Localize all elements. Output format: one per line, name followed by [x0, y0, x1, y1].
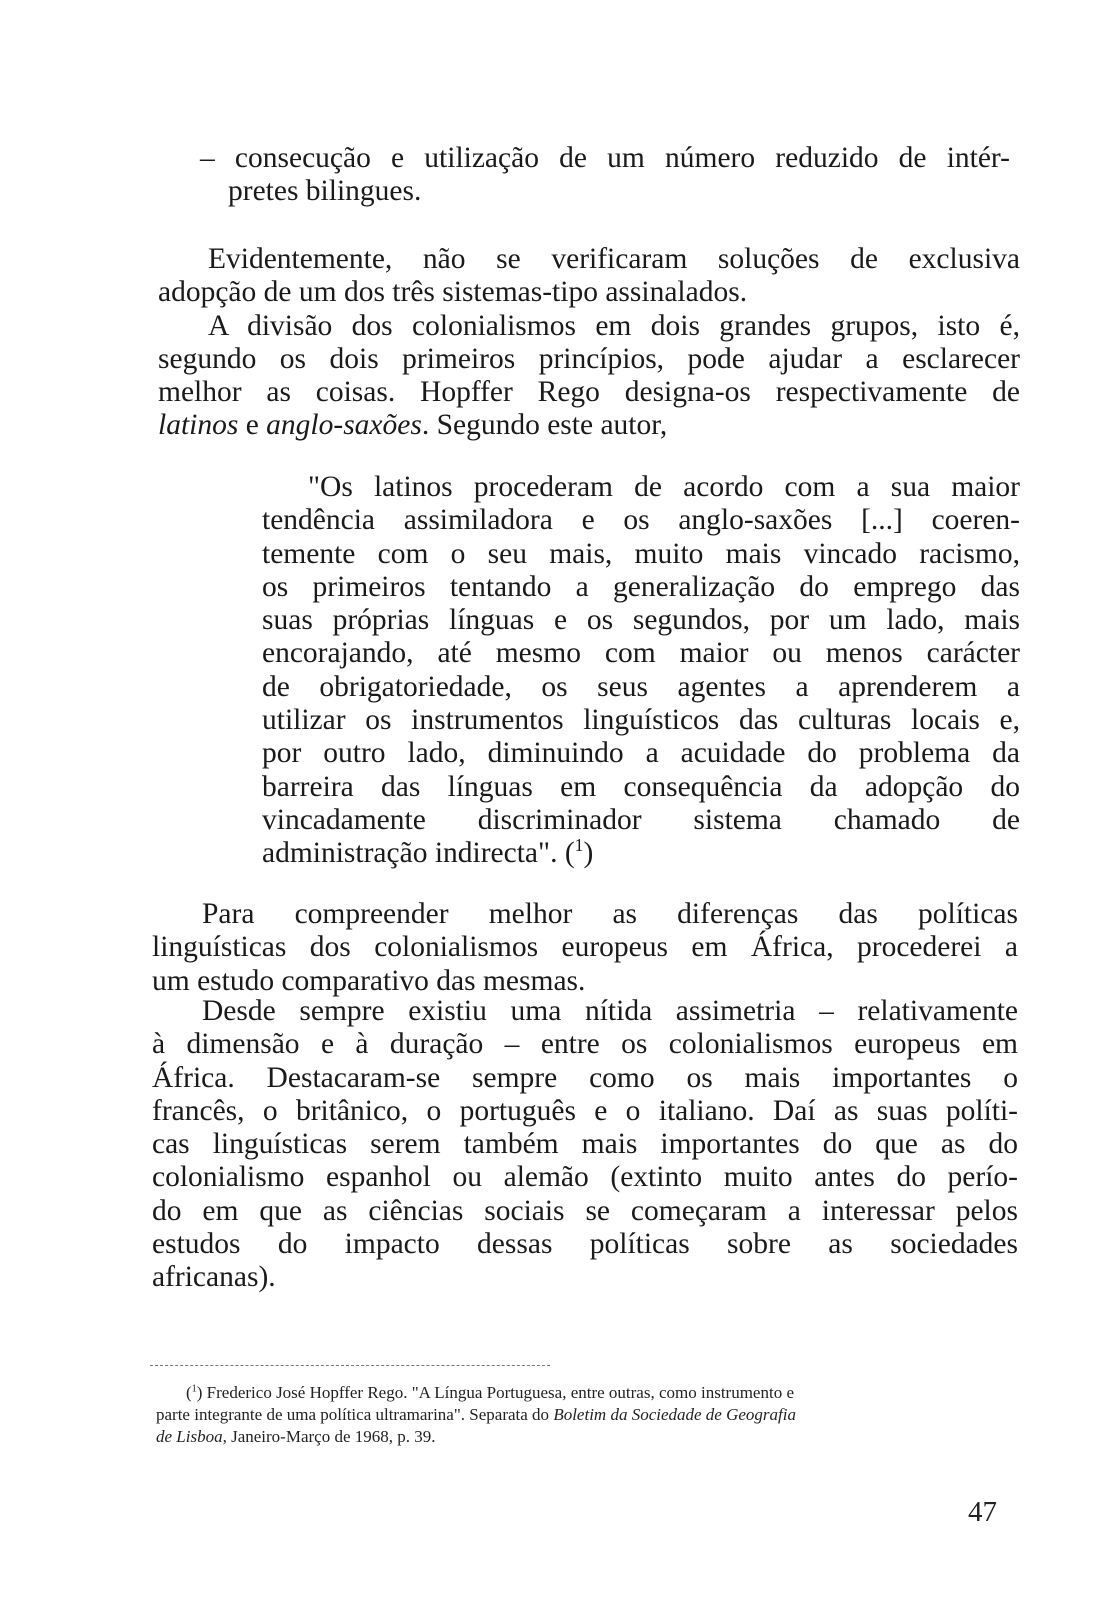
paragraph	[158, 243, 1020, 443]
footnote-separator	[150, 1365, 550, 1366]
text-line: colonialismo espanhol ou alemão (extinto muito antes do perío-	[152, 1161, 1018, 1194]
text-line: africanas).	[152, 1261, 276, 1294]
text-line: Evidentemente, não se verificaram soluções de exclusiva	[208, 243, 1020, 275]
text-line: África. Destacaram-se sempre como os mais importantes o	[152, 1061, 1018, 1094]
italic-term: anglo-saxões	[266, 409, 422, 442]
text-line: tendência assimiladora e os anglo-saxões [...] coeren-	[262, 504, 1020, 537]
text-line: barreira das línguas em consequência da adopção do	[262, 770, 1020, 803]
text-line: – consecução e utilização de um número reduzido de intér-	[200, 142, 1010, 174]
bullet-item	[200, 142, 1010, 209]
text-line: de obrigatoriedade, os seus agentes a aprenderem a	[262, 670, 1020, 703]
text-line: de Lisboa, Janeiro-Março de 1968, p. 39.	[156, 1427, 436, 1446]
text-line: à dimensão e à duração – entre os colonialismos europeus em	[152, 1028, 1018, 1061]
footnote	[156, 1382, 1018, 1448]
text-line: temente com o seu mais, muito mais vincado racismo,	[262, 537, 1020, 570]
text-line: um estudo comparativo das mesmas.	[152, 964, 586, 997]
text-line: ($^1$) Frederico José Hopffer Rego. "A Língua Portuguesa, entre outras, como instrumento e	[186, 1383, 794, 1402]
text-line: pretes bilingues.	[228, 175, 422, 208]
text-line: linguísticas dos colonialismos europeus em África, procederei a	[152, 931, 1018, 964]
text-line: encorajando, até mesmo com maior ou menos carácter	[262, 637, 1020, 670]
text-line: A divisão dos colonialismos em dois grandes grupos, isto é,	[208, 309, 1020, 342]
text-line: francês, o britânico, o português e o italiano. Daí as suas políti-	[152, 1094, 1018, 1127]
text-line: melhor as coisas. Hopffer Rego designa-os respectivamente de	[158, 376, 1020, 409]
paragraph	[152, 898, 1018, 998]
text-line: latinos e anglo-saxões. Segundo este autor,	[158, 409, 668, 442]
text-line: estudos do impacto dessas políticas sobre as sociedades	[152, 1228, 1018, 1261]
text-line: vincadamente discriminador sistema chamado de	[262, 803, 1020, 836]
text-line: parte integrante de uma política ultramarina". Separata do Boletim da Sociedade de Geografia	[156, 1405, 796, 1424]
text-line: cas linguísticas serem também mais importantes do que as do	[152, 1128, 1018, 1161]
paragraph	[152, 995, 1018, 1295]
text-line: administração indirecta". ($^1$)	[262, 835, 594, 870]
text-line: segundo os dois primeiros princípios, pode ajudar a esclarecer	[158, 342, 1020, 375]
italic-term: latinos	[158, 409, 239, 442]
text-line: Desde sempre existiu uma nítida assimetria – relativamente	[202, 995, 1018, 1027]
text-line: "Os latinos procederam de acordo com a sua maior	[308, 471, 1020, 503]
page-number: 47	[968, 1496, 997, 1528]
text-line: suas próprias línguas e os segundos, por um lado, mais	[262, 604, 1020, 637]
footnote-ref: 1	[574, 835, 584, 856]
text-line: utilizar os instrumentos linguísticos das culturas locais e,	[262, 704, 1020, 737]
text-line: Para compreender melhor as diferenças das políticas	[202, 898, 1018, 930]
block-quote	[262, 471, 1020, 871]
text-line: do em que as ciências sociais se começaram a interessar pelos	[152, 1194, 1018, 1227]
text-line: adopção de um dos três sistemas-tipo assinalados.	[158, 276, 748, 309]
text-line: por outro lado, diminuindo a acuidade do problema da	[262, 737, 1020, 770]
text-line: os primeiros tentando a generalização do emprego das	[262, 570, 1020, 603]
